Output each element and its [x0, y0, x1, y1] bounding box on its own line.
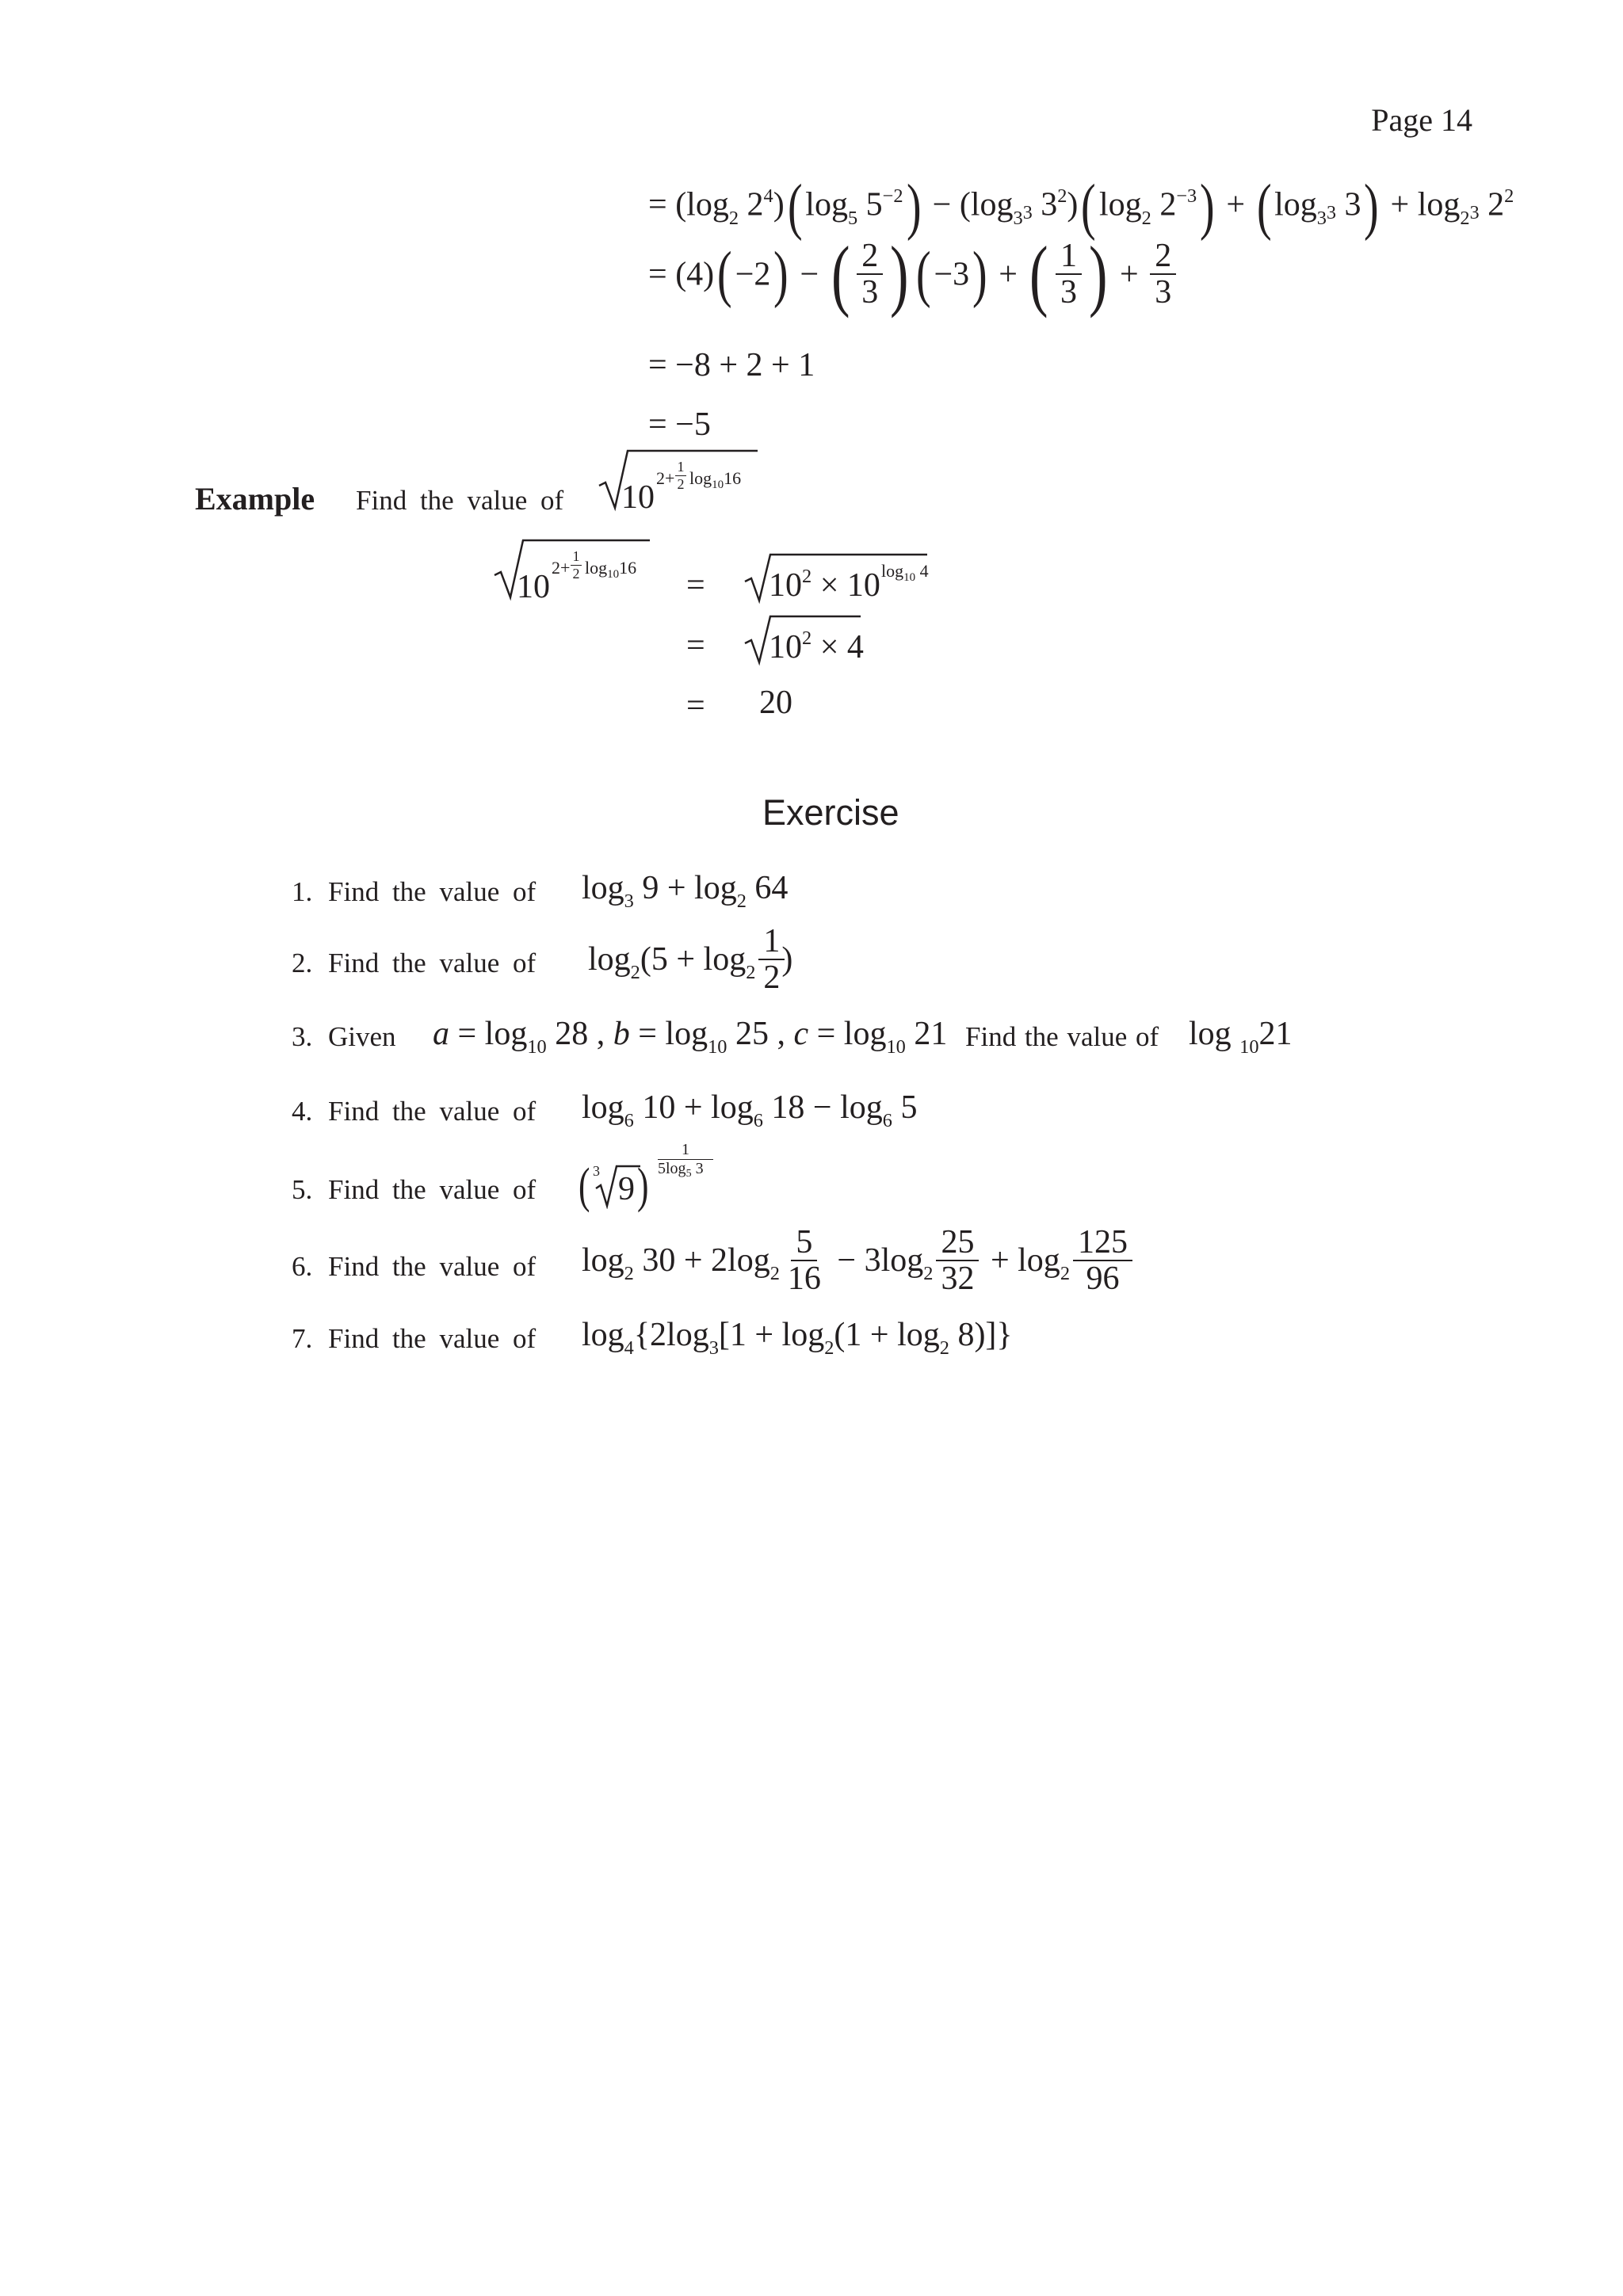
- exercise-item-expression: $\log_2(5 + \log_2$ $\frac{1}{2}$ ): [588, 923, 793, 997]
- exercise-item-expression: ( 3 9 ) 1 $5\log_5$ 3: [579, 1139, 713, 1211]
- exercise-item-number: 5.: [292, 1174, 313, 1205]
- exercise-item-number: 1.: [292, 876, 313, 907]
- solution-line-arithmetic: = −8 + 2 + 1: [648, 347, 815, 383]
- example-question-radical: 10 2+ 1 2 $\log_{10}16$: [599, 448, 758, 511]
- example-label: Example: [195, 481, 315, 517]
- exercise-item-target: log $_{10}$21: [1189, 1016, 1293, 1058]
- exercise-item-prompt: Find the value of: [328, 1096, 537, 1127]
- solution-line-substitution: = (4)(−2) − ( $\frac{2}{3}$ ) (−3) + ( $\frac{1}{3}$ ) + $\frac{2}{3}$: [648, 235, 1179, 315]
- exercise-item-number: 4.: [292, 1096, 313, 1127]
- equals-sign: =: [686, 567, 705, 604]
- exercise-item-prompt: Find the value of: [328, 876, 537, 907]
- example-solution-lhs-radical: 10 2+ 1 2 $\log_{10}16$: [495, 537, 653, 601]
- equals-sign: =: [686, 627, 705, 664]
- exercise-item-number: 6.: [292, 1251, 313, 1282]
- exercise-item-expression: $\log_2 30 + 2\log_2$ $\frac{5}{16}$ − $3\log_2$ $\frac{25}{32}$ + $\log_2$ $\frac{125}{96}$: [582, 1225, 1136, 1296]
- exercise-item-expression: $\log_4\{2\log_3[1 + \log_2(1 + \log_2 8)]\}$: [582, 1317, 1013, 1359]
- exercise-item-given: Given: [328, 1021, 396, 1052]
- exercise-heading: Exercise: [762, 792, 899, 833]
- example-step2-radical: $10^2 \times 4$: [745, 613, 864, 666]
- solution-line-result: = −5: [648, 406, 711, 443]
- exercise-item-number: 3.: [292, 1021, 313, 1052]
- exercise-item-prompt: Find the value of: [328, 1323, 537, 1354]
- example-prompt: Find the value of: [356, 485, 564, 516]
- exercise-item-prompt: Find the value of: [328, 1174, 537, 1205]
- page-number: Page 14: [1371, 102, 1472, 138]
- exercise-item-prompt: Find the value of: [328, 948, 537, 978]
- exercise-item-expression: $a = \log_{10} 28$ , $b = \log_{10} 25$ , $c = \log_{10} 21$: [433, 1016, 948, 1058]
- exercise-item-expression: $\log_6 10 + \log_6 18 - \log_6 5$: [582, 1089, 918, 1131]
- exercise-item-prompt: Find the value of: [965, 1021, 1159, 1052]
- example-step1-radical: $10^2 \times 10$ $\log_{10} 4$: [745, 551, 929, 604]
- example-result: 20: [759, 685, 792, 721]
- equals-sign: =: [686, 688, 705, 724]
- exercise-item-expression: $\log_3 9 + \log_2 64$: [582, 870, 789, 912]
- exercise-item-number: 7.: [292, 1323, 313, 1354]
- exercise-item-number: 2.: [292, 948, 313, 978]
- solution-line-log-expansion: = ($\log_2$ $2^4)(\log_5$ $5^{-2}) - (\log_33$ $3^2)(\log_2$ $2^{-3}) + (\log_33$ $3) + \log_23$ $2^2$: [648, 172, 1514, 242]
- exercise-item-prompt: Find the value of: [328, 1251, 537, 1282]
